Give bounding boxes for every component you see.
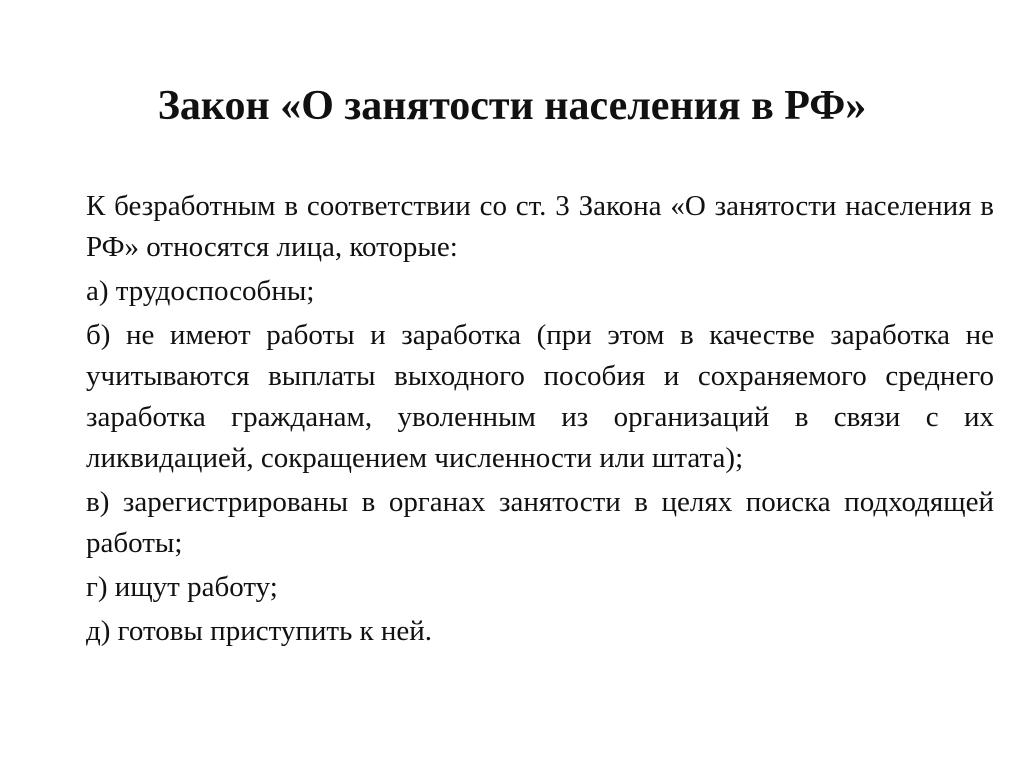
list-item-b: б) не имеют работы и заработка (при этом в качестве заработка не учитываются выплаты выходного пособия и сохраняемого среднего заработка гражданам, уволенным из организаций в связи с их ликвидацией, сокращением численности или штата);: [86, 319, 994, 474]
list-item-d: д) готовы приступить к ней.: [86, 615, 433, 647]
slide-body: [86, 186, 994, 655]
slide-title: Закон «О занятости населения в РФ»: [157, 83, 867, 129]
list-item-g: г) ищут работу;: [86, 571, 278, 603]
intro-paragraph: К безработным в соответствии со ст. 3 Закона «О занятости населения в РФ» относятся лица, которые:: [86, 190, 994, 263]
list-item-a: а) трудоспособны;: [86, 275, 315, 307]
list-item-v: в) зарегистрированы в органах занятости в целях поиска подходящей работы;: [86, 486, 994, 559]
